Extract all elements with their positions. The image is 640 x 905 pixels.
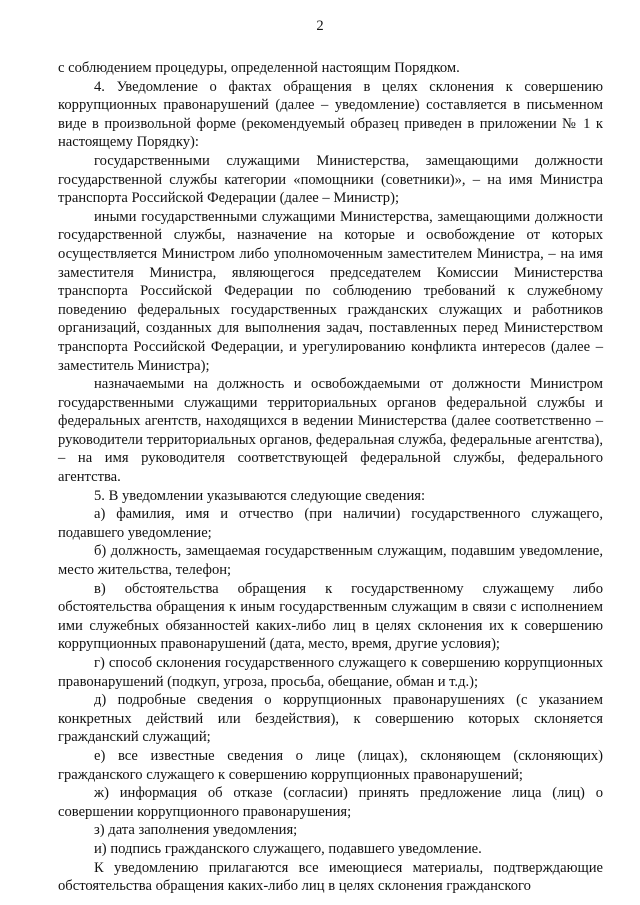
paragraph-item-5e: е) все известные сведения о лице (лицах), склоняющем (склоняющих) гражданского служащего к совершению коррупционных правонарушений; [58,747,603,783]
paragraph-item-5z: з) дата заполнения уведомления; [94,822,298,839]
paragraph-subitem-other-servants: иными государственными служащими Министерства, замещающими должности государственной службы, назначение на которые и освобождение от которых осуществляется Министром либо уполномоченным заместителем Министра, – на имя заместителя Министра, являющегося председателем Комиссии Министерства транспорта Российской Федерации по соблюдению требований к служебному поведению федеральных государственных гражданских служащих и работников организаций, созданных для выполнения задач, поставленных перед Министерством транспорта Российской Федерации, и урегулированию конфликта интересов (далее – заместитель Министра); [58,208,603,374]
paragraph-item-5g: г) способ склонения государственного служащего к совершению коррупционных правонарушений (подкуп, угроза, просьба, обещание, обман и т.д.); [58,655,603,690]
paragraph-item-5i: и) подпись гражданского служащего, подавшего уведомление. [94,840,482,857]
paragraph-item-5v: в) обстоятельства обращения к государственному служащему либо обстоятельства обращения к иным государственным служащим в связи с исполнением ими служебных обязанностей каких-либо лиц в целях склонения их к совершению коррупционных правонарушений (дата, место, время, другие условия); [58,580,603,653]
document-body [58,59,603,896]
paragraph-item-5d: д) подробные сведения о коррупционных правонарушениях (с указанием конкретных действий или бездействия), к совершению которых склоняется гражданский служащий; [58,692,603,746]
paragraph-item-5: 5. В уведомлении указываются следующие сведения: [94,487,426,504]
paragraph-attachments: К уведомлению прилагаются все имеющиеся материалы, подтверждающие обстоятельства обращения каких-либо лиц в целях склонения гражданского [58,859,603,895]
paragraph-item-4: 4. Уведомление о фактах обращения в целях склонения к совершению коррупционных правонарушений (далее – уведомление) составляется в письменном виде в произвольной форме (рекомендуемый образец приведен в приложении № 1 к настоящему Порядку): [58,78,603,151]
page-number: 2 [316,18,324,34]
paragraph-subitem-territorial: назначаемыми на должность и освобождаемыми от должности Министром государственными служащими территориальных органов федеральной службы и федеральных агентств, находящихся в ведении Министерства (далее соответственно – руководители территориальных органов, федеральная служба, федеральные агентства), – на имя руководителя соответствующей федеральной службы, федерального агентства. [58,376,603,486]
paragraph-item-5zh: ж) информация об отказе (согласии) принять предложение лица (лиц) о совершении коррупционного правонарушения; [58,785,603,820]
paragraph-subitem-advisers: государственными служащими Министерства, замещающими должности государственной службы категории «помощники (советники)», – на имя Министра транспорта Российской Федерации (далее – Министр); [58,152,603,207]
paragraph-continuation: с соблюдением процедуры, определенной настоящим Порядком. [58,60,460,76]
paragraph-item-5b: б) должность, замещаемая государственным служащим, подавшим уведомление, место жительства, телефон; [58,543,603,579]
paragraph-item-5a: а) фамилия, имя и отчество (при наличии) государственного служащего, подавшего уведомление; [58,506,603,541]
